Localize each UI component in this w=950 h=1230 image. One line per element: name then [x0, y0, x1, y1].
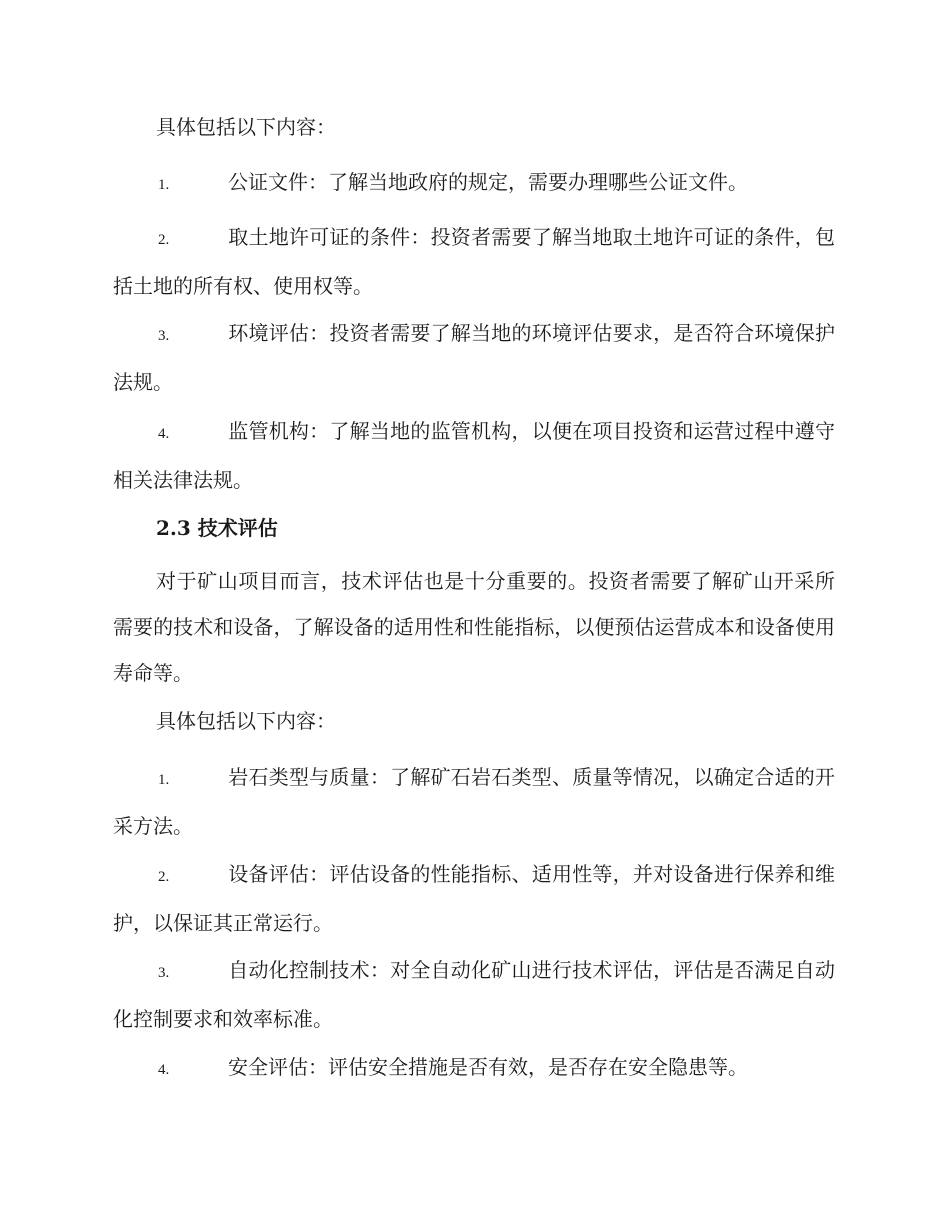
list-item-text: 安全评估：评估安全措施是否有效，是否存在安全隐患等。 [228, 1055, 748, 1079]
list-number: 4. [158, 1062, 170, 1078]
section-b-paragraph: 对于矿山项目而言，技术评估也是十分重要的。投资者需要了解矿山开采所需要的技术和设备，了解设备的适用性和性能指标，以便预估运营成本和设备使用寿命等。 [113, 569, 835, 685]
list-item-text: 环境评估：投资者需要了解当地的环境评估要求，是否符合环境保护法规。 [113, 321, 835, 394]
section-a-intro: 具体包括以下内容： [156, 115, 336, 139]
section-a-item-4 [113, 408, 835, 503]
section-b-item-1 [113, 754, 835, 849]
list-number: 3. [158, 328, 170, 344]
list-item-text: 监管机构：了解当地的监管机构，以便在项目投资和运营过程中遵守相关法律法规。 [113, 419, 835, 492]
list-item-text: 岩石类型与质量：了解矿石岩石类型、质量等情况，以确定合适的开采方法。 [113, 765, 835, 838]
section-a-item-1 [113, 159, 835, 208]
section-b-item-4 [113, 1044, 835, 1093]
list-number: 1. [158, 177, 170, 193]
section-a-item-2 [113, 214, 835, 309]
list-number: 1. [158, 772, 170, 788]
list-item-text: 设备评估：评估设备的性能指标、适用性等，并对设备进行保养和维护，以保证其正常运行。 [113, 862, 835, 935]
list-number: 3. [158, 965, 170, 981]
list-item-text: 自动化控制技术：对全自动化矿山进行技术评估，评估是否满足自动化控制要求和效率标准。 [113, 958, 835, 1031]
section-b-item-2 [113, 851, 835, 946]
section-b-intro: 具体包括以下内容： [156, 709, 336, 733]
list-number: 2. [158, 232, 170, 248]
list-item-text: 取土地许可证的条件：投资者需要了解当地取土地许可证的条件，包括土地的所有权、使用权等。 [113, 225, 835, 298]
section-heading: 2.3 技术评估 [156, 516, 278, 540]
list-item-text: 公证文件：了解当地政府的规定，需要办理哪些公证文件。 [228, 170, 748, 194]
section-a-item-3 [113, 310, 835, 405]
list-number: 2. [158, 869, 170, 885]
list-number: 4. [158, 426, 170, 442]
section-b-item-3 [113, 947, 835, 1042]
